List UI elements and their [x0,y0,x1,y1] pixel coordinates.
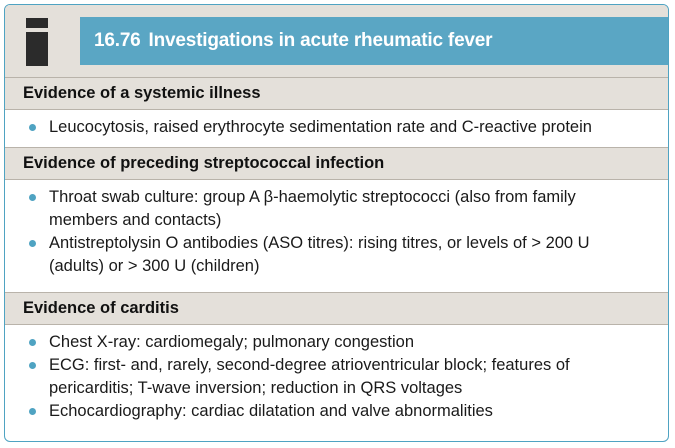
section-heading-streptococcal: Evidence of preceding streptococcal infection [5,148,668,179]
list-item-text: Chest X-ray: cardiomegaly; pulmonary congestion [49,333,415,351]
section-heading-carditis: Evidence of carditis [5,293,668,324]
box-title [94,30,492,52]
divider [5,109,668,110]
bullet-icon [29,408,36,415]
info-box [4,4,669,442]
info-i-icon [5,5,73,77]
bullet-icon [29,124,36,131]
bullet-icon [29,362,36,369]
box-number: 16.76 [94,30,141,51]
box-title-text: Investigations in acute rheumatic fever [148,30,493,51]
info-i-dot [26,18,48,28]
list-item [5,116,668,139]
list-item-text: Throat swab culture: group A β-haemolytic streptococci (also from family members and contacts) [49,188,576,229]
bullet-icon [29,339,36,346]
section-heading-systemic: Evidence of a systemic illness [5,78,668,109]
bullet-icon [29,194,36,201]
list-item-text: Echocardiography: cardiac dilatation and valve abnormalities [49,402,493,420]
section-list-systemic [5,116,668,139]
list-item-text: Leucocytosis, raised erythrocyte sedimentation rate and C-reactive protein [49,118,592,136]
list-item [5,354,668,400]
list-item [5,232,668,278]
box-header [5,5,668,77]
list-item-text: Antistreptolysin O antibodies (ASO titres): rising titres, or levels of > 200 U (adults) or > 300 U (children) [49,234,590,275]
list-item [5,331,668,354]
section-list-carditis [5,331,668,423]
divider [5,179,668,180]
bullet-icon [29,240,36,247]
info-i-stem [26,32,48,66]
section-list-streptococcal [5,186,668,278]
list-item-text: ECG: first- and, rarely, second-degree atrioventricular block; features of pericarditis; T-wave inversion; reduction in QRS voltages [49,356,570,397]
title-bar [80,17,668,65]
list-item [5,400,668,423]
list-item [5,186,668,232]
divider [5,324,668,325]
